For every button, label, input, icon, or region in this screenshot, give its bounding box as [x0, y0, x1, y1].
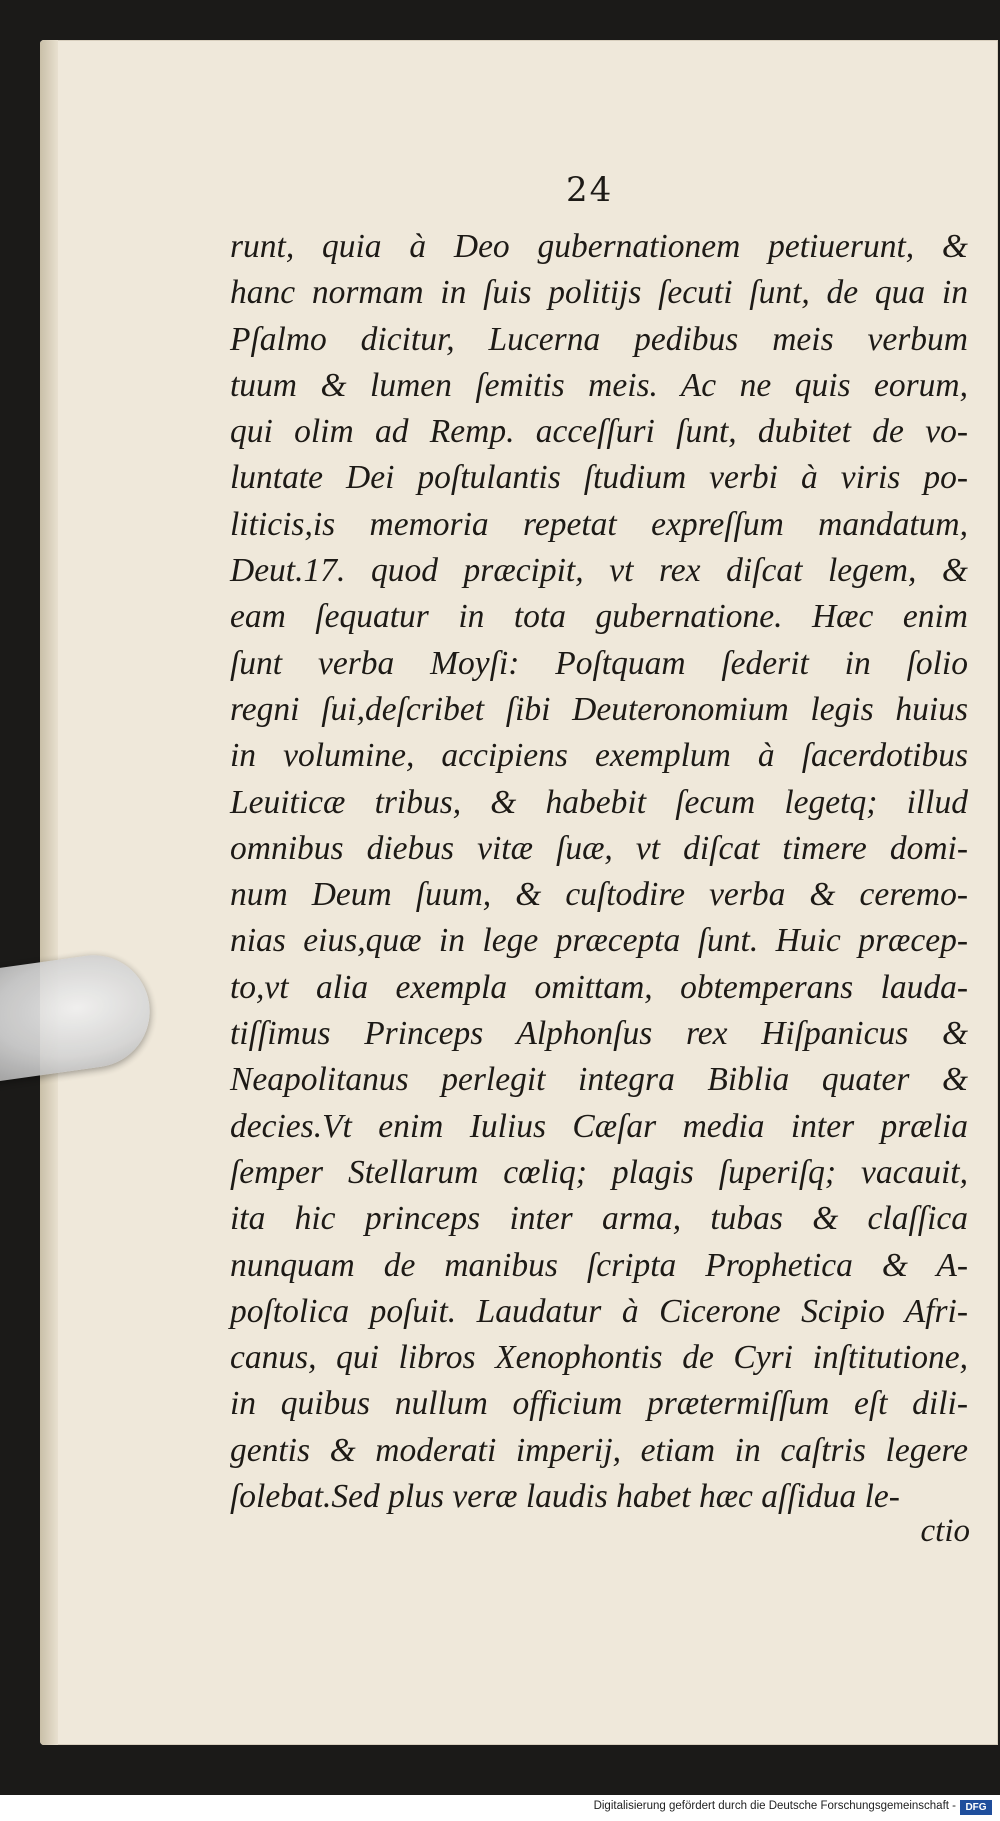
text-line: ſolebat.Sed plus veræ laudis habet hæc aſſidua le- [230, 1478, 900, 1516]
page-number: 24 [566, 170, 614, 210]
text-line: regni ſui,deſcribet ſibi Deuteronomium legis huius [230, 690, 968, 728]
text-line: gentis & moderati imperij, etiam in caſtris legere [230, 1431, 968, 1469]
text-line: to,vt alia exempla omittam, obtemperans lauda- [230, 968, 968, 1006]
text-line: hanc normam in ſuis politijs ſecuti ſunt, de qua in [230, 274, 968, 312]
text-line: ita hic princeps inter arma, tubas & claſſica [230, 1200, 968, 1238]
text-line: ſunt verba Moyſi: Poſtquam ſederit in ſolio [230, 644, 968, 682]
text-line: canus, qui libros Xenophontis de Cyri inſtitutione, [230, 1339, 968, 1377]
text-line: Pſalmo dicitur, Lucerna pedibus meis verbum [230, 320, 968, 358]
text-line: Deut.17. quod præcipit, vt rex diſcat legem, & [230, 552, 968, 590]
dfg-logo: DFG [960, 1800, 992, 1815]
text-line: eam ſequatur in tota gubernatione. Hæc enim [230, 598, 968, 636]
text-line: luntate Dei poſtulantis ſtudium verbi à viris po- [230, 459, 968, 497]
text-line: omnibus diebus vitæ ſuæ, vt diſcat timere domi- [230, 829, 968, 867]
footer-credit: Digitalisierung gefördert durch die Deutsche Forschungsgemeinschaft - [593, 1800, 956, 1812]
text-line: decies.Vt enim Iulius Cæſar media inter prælia [230, 1107, 968, 1145]
text-line: tuum & lumen ſemitis meis. Ac ne quis eorum, [230, 366, 968, 404]
text-line: nias eius,quæ in lege præcepta ſunt. Huic præcep- [230, 922, 968, 960]
catchword: ctio [920, 1513, 970, 1549]
text-line: ſemper Stellarum cœliq; plagis ſuperiſq; vacauit, [230, 1153, 968, 1191]
text-line: Leuiticæ tribus, & habebit ſecum legetq; illud [230, 783, 968, 821]
text-line: nunquam de manibus ſcripta Prophetica & A- [230, 1246, 968, 1284]
text-line: Neapolitanus perlegit integra Biblia quater & [230, 1061, 968, 1099]
text-line: qui olim ad Remp. acceſſuri ſunt, dubitet de vo- [230, 413, 968, 451]
text-line: liticis,is memoria repetat expreſſum mandatum, [230, 505, 968, 543]
text-line: poſtolica poſuit. Laudatur à Cicerone Scipio Afri- [230, 1292, 968, 1330]
page-edge [40, 40, 58, 1745]
footer-bar [0, 1795, 1000, 1821]
text-line: tiſſimus Princeps Alphonſus rex Hiſpanicus & [230, 1015, 968, 1053]
text-line: num Deum ſuum, & cuſtodire verba & ceremo- [230, 876, 968, 914]
text-line: in volumine, accipiens exemplum à ſacerdotibus [230, 737, 968, 775]
text-line: runt, quia à Deo gubernationem petiuerunt, & [230, 228, 968, 265]
text-line: in quibus nullum officium prætermiſſum eſt dili- [230, 1385, 968, 1423]
body-text [230, 224, 968, 1520]
